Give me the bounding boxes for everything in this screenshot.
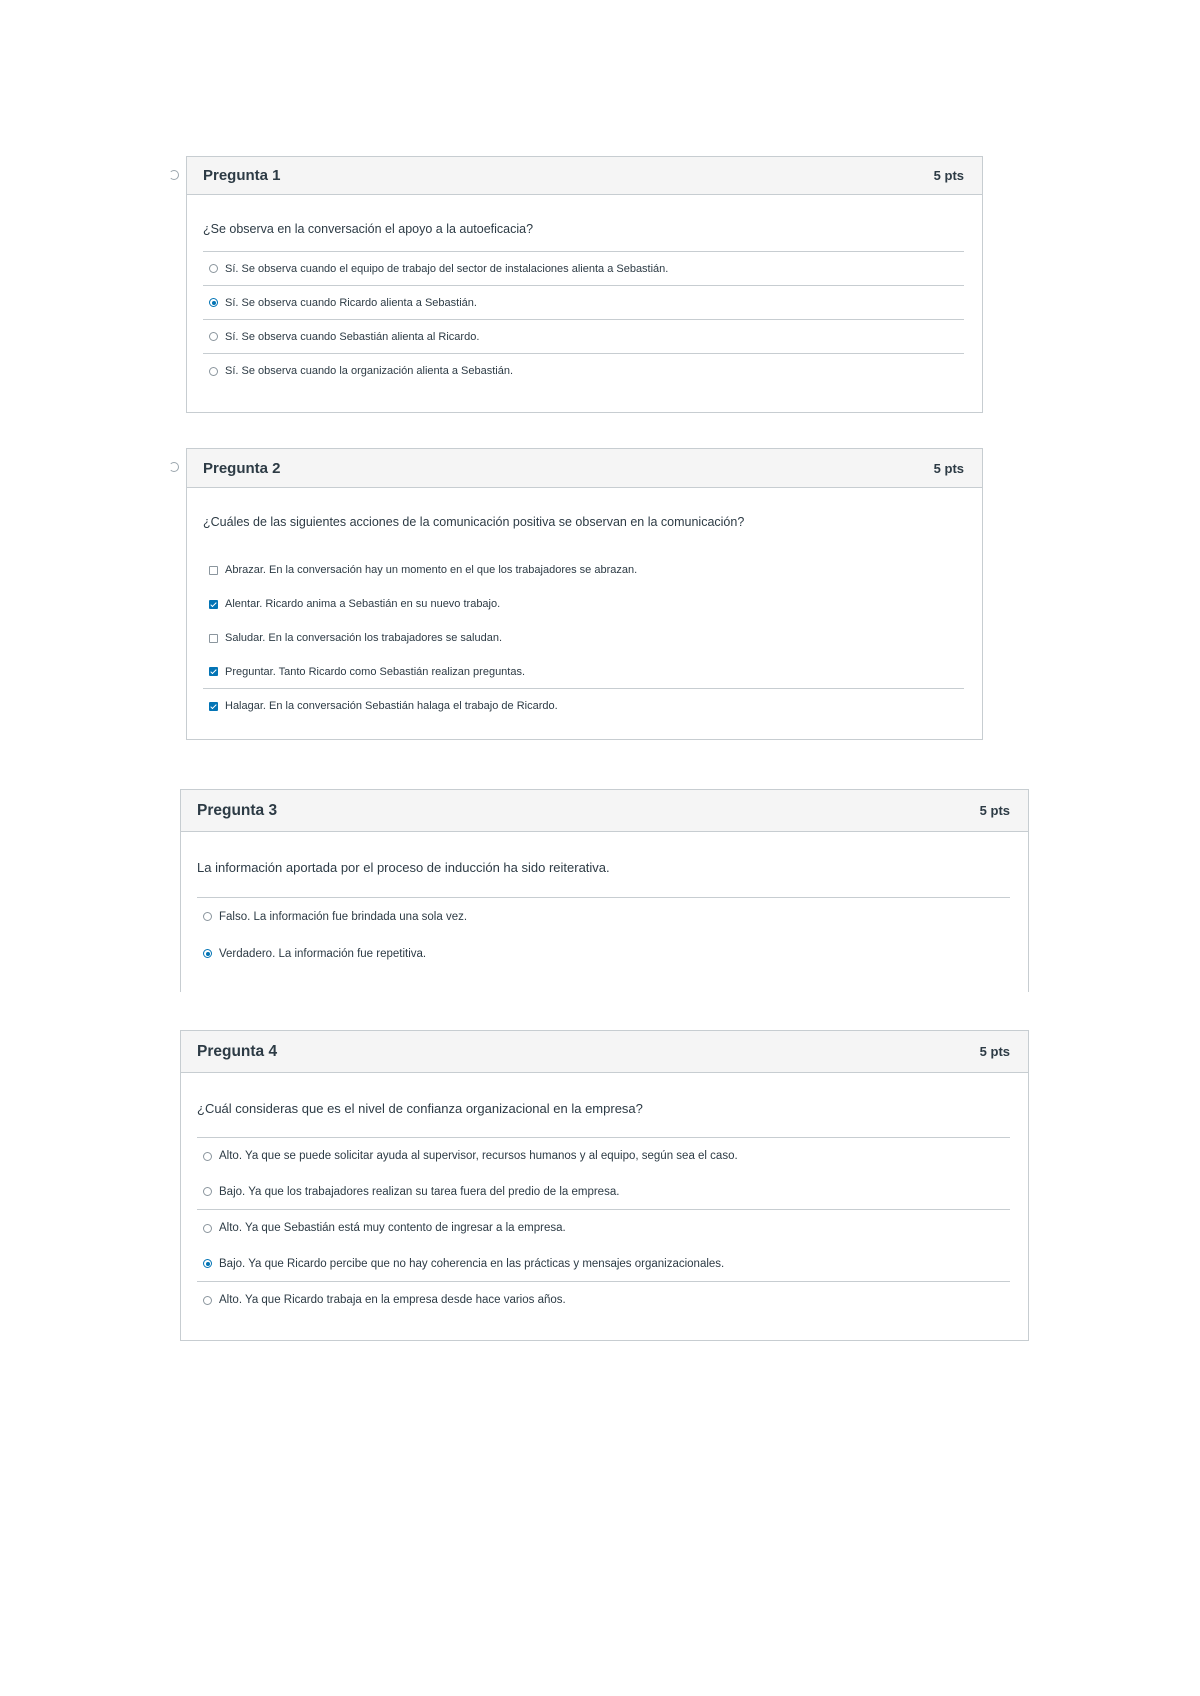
- question-status-icon: [169, 170, 179, 180]
- answer-list: [197, 897, 1010, 972]
- answer-option[interactable]: [203, 655, 964, 689]
- question-title: Pregunta 1: [203, 167, 281, 184]
- answer-label: Saludar. En la conversación los trabajadores se saludan.: [225, 632, 503, 644]
- radio-button[interactable]: [203, 912, 212, 921]
- answer-label: Bajo. Ya que los trabajadores realizan su tarea fuera del predio de la empresa.: [219, 1185, 620, 1198]
- question-title: Pregunta 4: [197, 1042, 278, 1060]
- question-points: 5 pts: [933, 168, 964, 183]
- radio-button[interactable]: [209, 367, 218, 376]
- answer-list: [203, 251, 964, 388]
- radio-button-selected[interactable]: [203, 1259, 212, 1268]
- answer-label: Verdadero. La información fue repetitiva.: [219, 947, 427, 960]
- answer-option[interactable]: [197, 1174, 1010, 1210]
- answer-list: [203, 553, 964, 723]
- answer-option[interactable]: [197, 898, 1010, 935]
- radio-button[interactable]: [209, 264, 218, 273]
- question-text: ¿Cuál consideras que es el nivel de confianza organizacional en la empresa?: [197, 1101, 643, 1116]
- question-header: [187, 157, 982, 195]
- question-text: ¿Cuáles de las siguientes acciones de la comunicación positiva se observan en la comunicación?: [203, 515, 745, 529]
- radio-button-selected[interactable]: [209, 298, 218, 307]
- answer-label: Alentar. Ricardo anima a Sebastián en su nuevo trabajo.: [225, 598, 501, 610]
- checkbox-checked[interactable]: [209, 702, 218, 711]
- answer-label: Alto. Ya que Ricardo trabaja en la empresa desde hace varios años.: [219, 1294, 566, 1306]
- question-points: 5 pts: [979, 1044, 1010, 1059]
- question-status-icon: [169, 462, 179, 472]
- question-points: 5 pts: [933, 460, 964, 476]
- question-header: [181, 790, 1028, 832]
- answer-label: Falso. La información fue brindada una sola vez.: [219, 910, 468, 923]
- answer-label: Sí. Se observa cuando la organización alienta a Sebastián.: [225, 365, 514, 377]
- answer-label: Alto. Ya que Sebastián está muy contento de ingresar a la empresa.: [219, 1222, 566, 1234]
- question-points: 5 pts: [979, 803, 1010, 818]
- checkbox-checked[interactable]: [209, 667, 218, 676]
- question-title: Pregunta 2: [203, 459, 281, 477]
- answer-option[interactable]: [197, 1246, 1010, 1282]
- question-title: Pregunta 3: [197, 801, 278, 819]
- question-header: [181, 1031, 1028, 1073]
- radio-button[interactable]: [203, 1187, 212, 1196]
- answer-option[interactable]: [203, 320, 964, 354]
- question-card-3: [180, 789, 1029, 992]
- answer-option[interactable]: [197, 1138, 1010, 1174]
- question-header: [187, 449, 982, 488]
- answer-label: Sí. Se observa cuando Ricardo alienta a Sebastián.: [225, 296, 477, 309]
- answer-option[interactable]: [203, 689, 964, 723]
- answer-label: Sí. Se observa cuando el equipo de trabajo del sector de instalaciones alienta a Sebastián.: [225, 262, 669, 275]
- answer-option[interactable]: [203, 354, 964, 388]
- answer-label: Preguntar. Tanto Ricardo como Sebastián realizan preguntas.: [225, 665, 526, 678]
- radio-button-selected[interactable]: [203, 949, 212, 958]
- answer-option[interactable]: [203, 252, 964, 286]
- answer-option[interactable]: [203, 286, 964, 320]
- question-card-4: [180, 1030, 1029, 1341]
- answer-option[interactable]: [197, 1282, 1010, 1318]
- answer-option[interactable]: [203, 553, 964, 587]
- radio-button[interactable]: [203, 1224, 212, 1233]
- radio-button[interactable]: [203, 1296, 212, 1305]
- answer-option[interactable]: [197, 1210, 1010, 1246]
- answer-label: Sí. Se observa cuando Sebastián alienta al Ricardo.: [225, 330, 480, 343]
- answer-label: Bajo. Ya que Ricardo percibe que no hay coherencia en las prácticas y mensajes organizacionales.: [219, 1257, 725, 1270]
- answer-list: [197, 1137, 1010, 1318]
- answer-option[interactable]: [197, 935, 1010, 972]
- question-card-1: [186, 156, 983, 413]
- answer-option[interactable]: [203, 621, 964, 655]
- answer-label: Halagar. En la conversación Sebastián halaga el trabajo de Ricardo.: [225, 700, 558, 712]
- question-card-2: [186, 448, 983, 740]
- answer-label: Alto. Ya que se puede solicitar ayuda al supervisor, recursos humanos y al equipo, según sea el caso.: [219, 1150, 738, 1162]
- radio-button[interactable]: [203, 1152, 212, 1161]
- answer-option[interactable]: [203, 587, 964, 621]
- question-text: La información aportada por el proceso de inducción ha sido reiterativa.: [197, 860, 610, 875]
- question-text: ¿Se observa en la conversación el apoyo a la autoeficacia?: [203, 222, 534, 236]
- checkbox-checked[interactable]: [209, 600, 218, 609]
- answer-label: Abrazar. En la conversación hay un momento en el que los trabajadores se abrazan.: [225, 564, 638, 576]
- checkbox[interactable]: [209, 566, 218, 575]
- checkbox[interactable]: [209, 634, 218, 643]
- radio-button[interactable]: [209, 332, 218, 341]
